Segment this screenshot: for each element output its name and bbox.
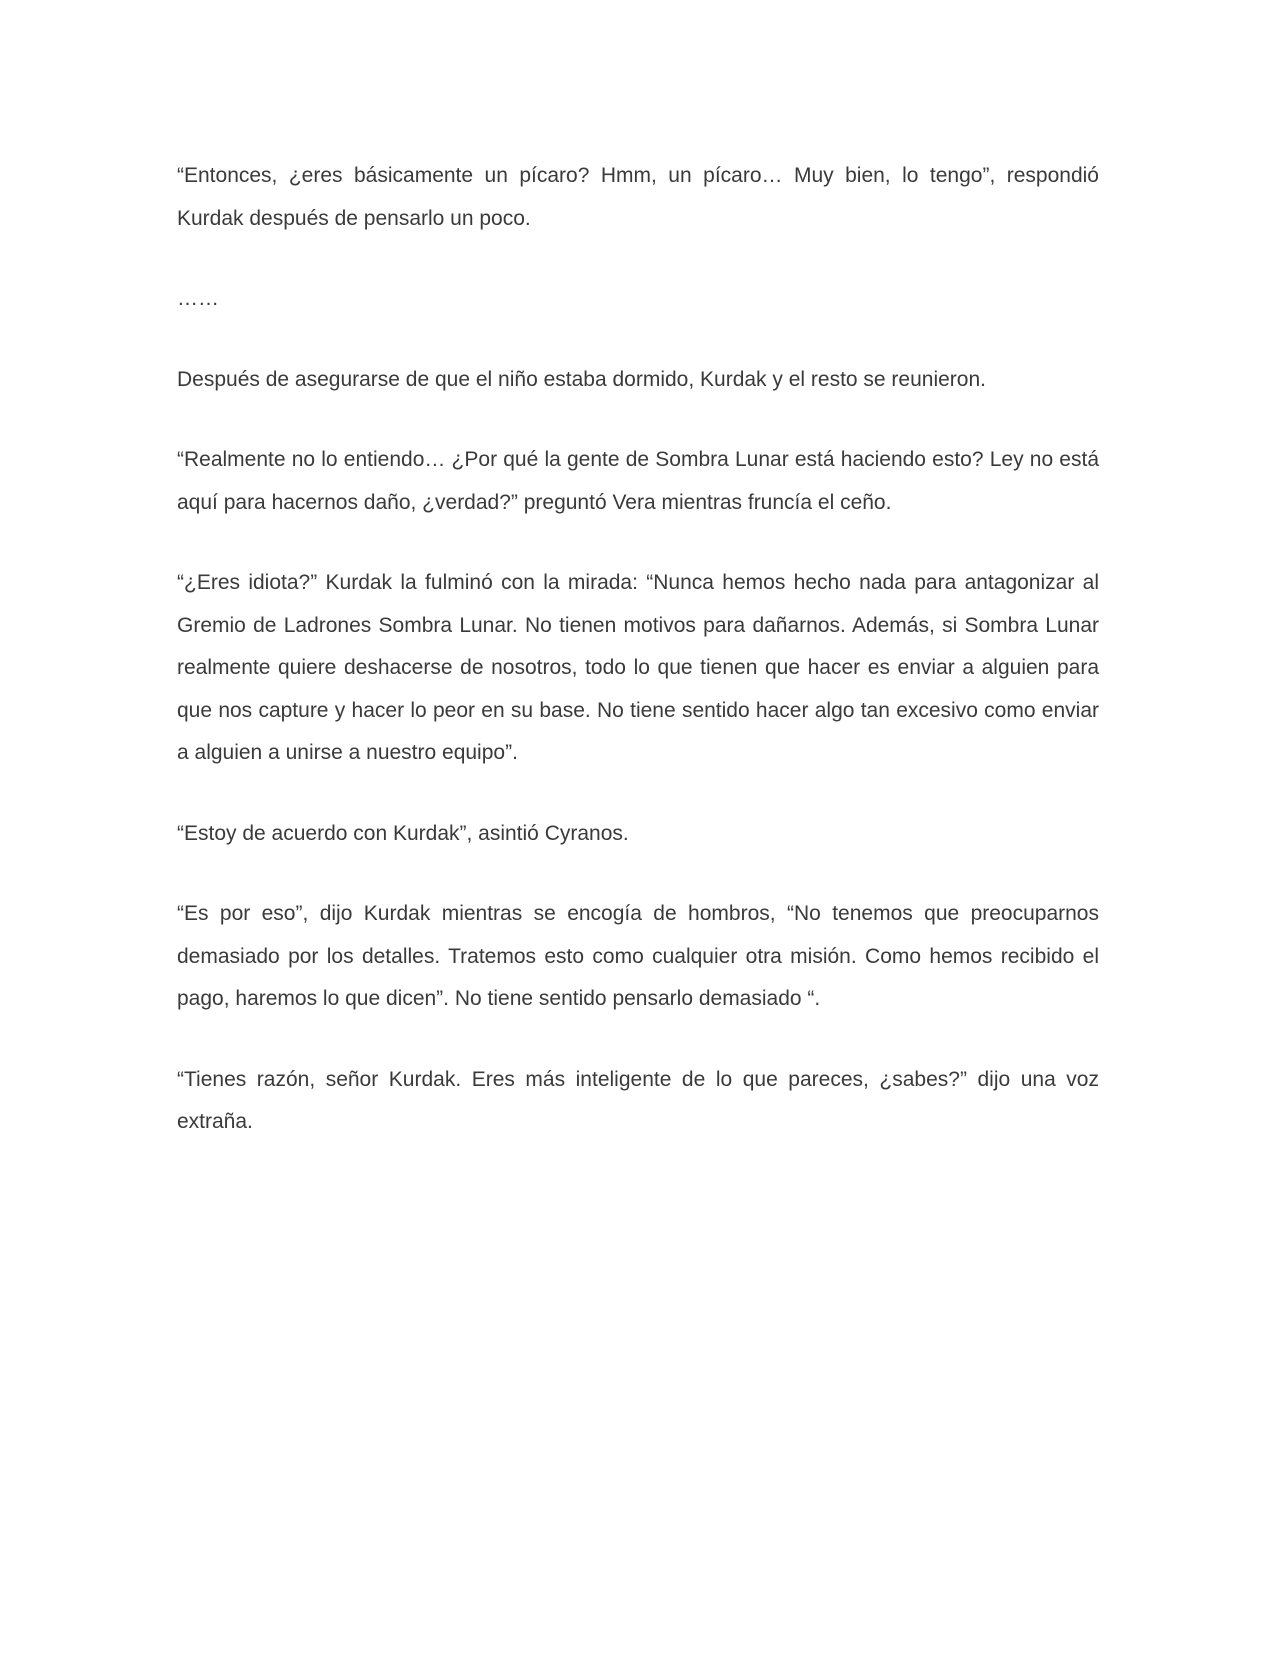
paragraph: “Estoy de acuerdo con Kurdak”, asintió Cyranos.: [177, 821, 629, 845]
paragraph: Después de asegurarse de que el niño estaba dormido, Kurdak y el resto se reunieron.: [177, 367, 986, 391]
paragraph: “Es por eso”, dijo Kurdak mientras se encogía de hombros, “No tenemos que preocuparnos demasiado por los detalles. Tratemos esto como cualquier otra misión. Como hemos recibido el pago, haremos lo que dicen”. No tiene sentido pensarlo demasiado “.: [177, 902, 1099, 1010]
paragraph: “Entonces, ¿eres básicamente un pícaro? Hmm, un pícaro… Muy bien, lo tengo”, respondió Kurdak después de pensarlo un poco.: [177, 164, 1099, 230]
body-text: [177, 155, 1099, 1182]
scene-break: ……: [177, 287, 219, 310]
paragraph: “Tienes razón, señor Kurdak. Eres más inteligente de lo que pareces, ¿sabes?” dijo una voz extraña.: [177, 1067, 1099, 1133]
paragraph: “Realmente no lo entiendo… ¿Por qué la gente de Sombra Lunar está haciendo esto? Ley no está aquí para hacernos daño, ¿verdad?” preguntó Vera mientras fruncía el ceño.: [177, 448, 1099, 514]
paragraph: “¿Eres idiota?” Kurdak la fulminó con la mirada: “Nunca hemos hecho nada para antagonizar al Gremio de Ladrones Sombra Lunar. No tienen motivos para dañarnos. Además, si Sombra Lunar realmente quiere deshacerse de nosotros, todo lo que tienen que hacer es enviar a alguien para que nos capture y hacer lo peor en su base. No tiene sentido hacer algo tan excesivo como enviar a alguien a unirse a nuestro equipo”.: [177, 571, 1099, 764]
